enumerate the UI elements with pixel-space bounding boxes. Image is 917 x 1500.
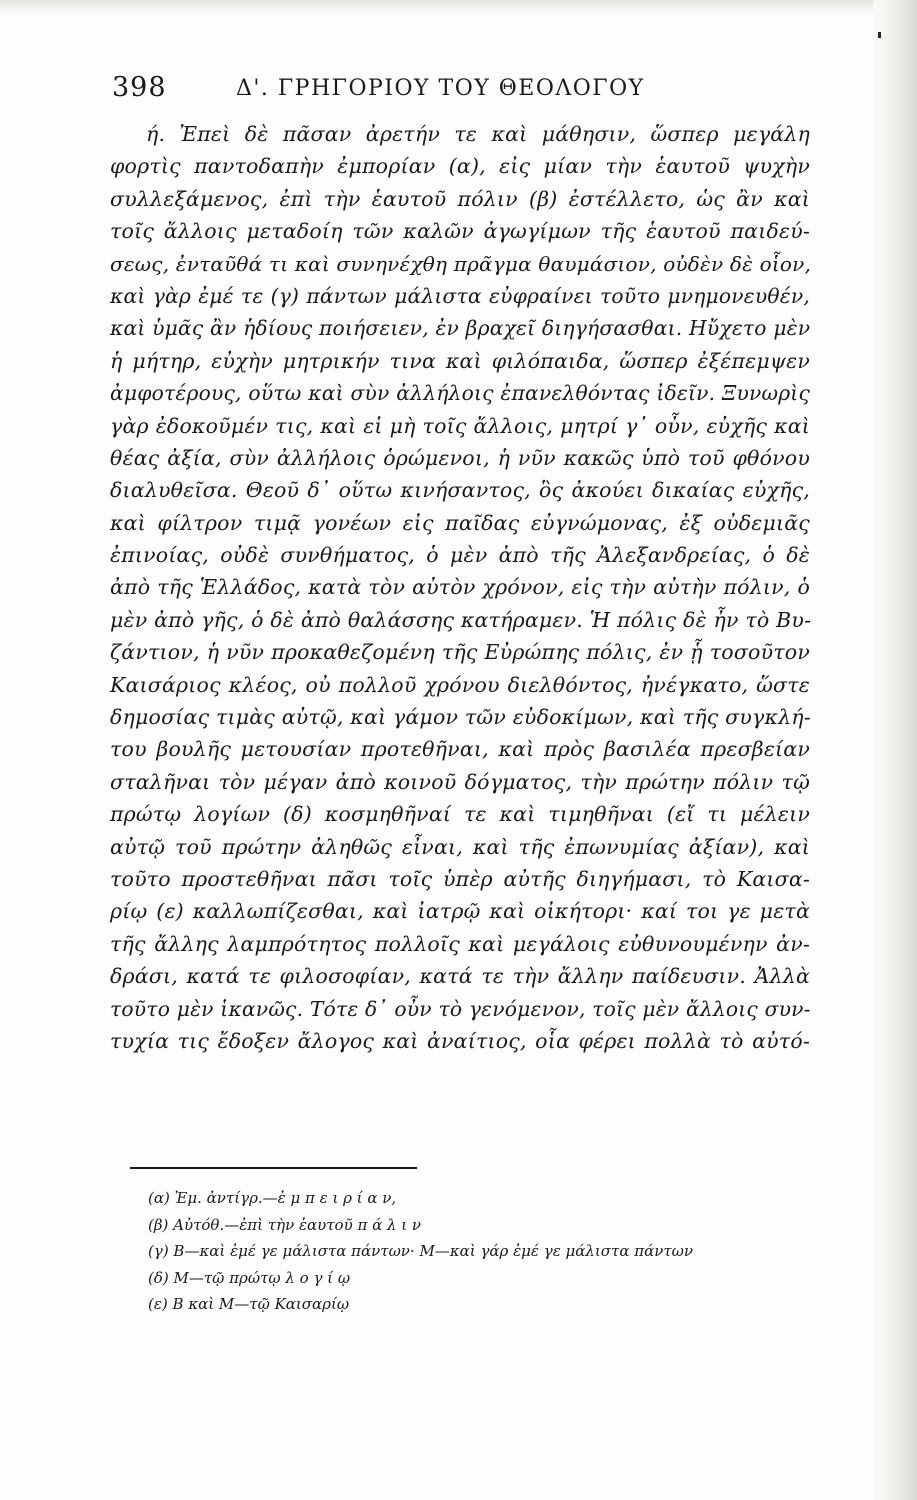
main-text [110, 118, 810, 1057]
text-line: γὰρ ἐδοκοῦμέν τις, καὶ εἰ μὴ τοῖς ἄλλοις, μητρί γ᾽ οὖν, εὐχῆς καὶ [110, 413, 810, 438]
footnote-divider [130, 1167, 417, 1169]
text-line: ἐπινοίας, οὐδὲ συνθήματος, ὁ μὲν ἀπὸ τῆς Ἀλεξανδρείας, ὁ δὲ [110, 543, 810, 568]
text-line: τοῖς ἄλλοις μεταδοίη τῶν καλῶν ἀγωγίμων τῆς ἑαυτοῦ παιδεύ- [110, 219, 810, 244]
text-line: τοῦτο μὲν ἱκανῶς. Τότε δ᾽ οὖν τὸ γενόμενον, τοῖς μὲν ἄλλοις συν- [110, 996, 811, 1021]
text-line: ή. Ἐπεὶ δὲ πᾶσαν ἀρετήν τε καὶ μάθησιν, ὥσπερ μεγάλη [146, 122, 810, 146]
text-line: ἀπὸ τῆς Ἑλλάδος, κατὰ τὸν αὐτὸν χρόνον, εἰς τὴν αὐτὴν πόλιν, ὁ [110, 575, 810, 600]
text-line: καὶ γὰρ ἐμέ τε (γ) πάντων μάλιστα εὐφραίνει τοῦτο μνημονευθέν, [110, 283, 810, 308]
text-line: αὐτῷ τοῦ πρώτην ἀληθῶς εἶναι, καὶ τῆς ἐπωνυμίας ἀξίαν), καὶ [110, 834, 810, 859]
running-title: Δ'. ΓΡΗΓΟΡΙΟΥ ΤΟΥ ΘΕΟΛΟΓΟΥ [236, 76, 645, 101]
text-line: ἡ μήτηρ, εὐχὴν μητρικήν τινα καὶ φιλόπαιδα, ὥσπερ ἐξέπεμψεν [110, 348, 810, 373]
text-line: ζάντιον, ἡ νῦν προκαθεζομένη τῆς Εὐρώπης πόλις, ἐν ᾗ τοσοῦτον [110, 640, 810, 665]
text-line: θέας ἀξία, σὺν ἀλλήλοις ὁρώμενοι, ἡ νῦν κακῶς ὑπὸ τοῦ φθόνου [110, 445, 810, 470]
text-line: ἀμφοτέρους, οὕτω καὶ σὺν ἀλλήλοις ἐπανελθόντας ἰδεῖν. Ξυνωρὶς [110, 381, 810, 406]
scan-mark [878, 32, 881, 38]
text-line: δημοσίας τιμὰς αὐτῷ, καὶ γάμον τῶν εὐδοκίμων, καὶ τῆς συγκλή- [110, 705, 811, 730]
text-line: του βουλῆς μετουσίαν προτεθῆναι, καὶ πρὸς βασιλέα πρεσβείαν [110, 737, 810, 762]
text-line: συλλεξάμενος, ἐπὶ τὴν ἑαυτοῦ πόλιν (β) ἐστέλλετο, ὡς ἂν καὶ [110, 186, 810, 211]
footnote: (γ) Β—καὶ ἐμέ γε μάλιστα πάντων· Μ—καὶ γάρ ἐμέ γε μάλιστα πάντων [148, 1242, 693, 1260]
page-number: 398 [112, 72, 167, 103]
text-line: καὶ ὑμᾶς ἂν ἡδίους ποιήσειεν, ἐν βραχεῖ διηγήσασθαι. Ηὔχετο μὲν [110, 316, 811, 341]
text-line: τυχία τις ἔδοξεν ἄλογος καὶ ἀναίτιος, οἷα φέρει πολλὰ τὸ αὐτό- [110, 1028, 810, 1053]
text-line: σεως, ἐνταῦθά τι καὶ συνηνέχθη πρᾶγμα θαυμάσιον, οὐδὲν δὲ οἷον, [110, 251, 812, 276]
text-line: δράσι, κατά τε φιλοσοφίαν, κατά τε τὴν ἄλλην παίδευσιν. Ἀλλὰ [110, 964, 810, 989]
text-line: ρίῳ (ε) καλλωπίζεσθαι, καὶ ἰατρῷ καὶ οἰκήτορι· καί τοι γε μετὰ [110, 899, 810, 924]
text-line: σταλῆναι τὸν μέγαν ἀπὸ κοινοῦ δόγματος, τὴν πρώτην πόλιν τῷ [110, 769, 810, 794]
text-line: πρώτῳ λογίων (δ) κοσμηθῆναί τε καὶ τιμηθῆναι (εἴ τι μέλειν [110, 802, 810, 827]
text-line: διαλυθεῖσα. Θεοῦ δ᾽ οὕτω κινήσαντος, ὃς ἀκούει δικαίας εὐχῆς, [110, 478, 810, 503]
text-line: φορτὶς παντοδαπὴν ἐμπορίαν (α), εἰς μίαν τὴν ἑαυτοῦ ψυχὴν [110, 154, 810, 179]
text-line: τῆς ἄλλης λαμπρότητος πολλοῖς καὶ μεγάλοις εὐθυνουμένην ἀν- [110, 931, 810, 956]
text-line: καὶ φίλτρον τιμᾷ γονέων εἰς παῖδας εὐγνώμονας, ἐξ οὐδεμιᾶς [110, 510, 810, 535]
page-header [112, 72, 712, 112]
footnote: (ε) Β καὶ Μ—τῷ Καισαρίῳ [148, 1295, 350, 1313]
footnote: (α) Ἐμ. ἀντίγρ.—ἐ μ π ε ι ρ ί α ν, [148, 1189, 397, 1207]
text-line: τοῦτο προστεθῆναι πᾶσι τοῖς ὑπὲρ αὐτῆς διηγήμασι, τὸ Καισα- [110, 866, 810, 891]
footnotes [148, 1185, 788, 1318]
scan-top-edge [0, 0, 917, 14]
scan-right-edge [873, 0, 917, 1500]
text-line: μὲν ἀπὸ γῆς, ὁ δὲ ἀπὸ θαλάσσης κατήραμεν. Ἡ πόλις δὲ ἦν τὸ Βυ- [110, 607, 812, 632]
text-line: Καισάριος κλέος, οὐ πολλοῦ χρόνου διελθόντος, ἠνέγκατο, ὥστε [110, 672, 810, 697]
footnote: (δ) Μ—τῷ πρώτῳ λ ο γ ί ῳ [148, 1268, 351, 1287]
footnote: (β) Αὐτόθ.—ἐπὶ τὴν ἑαυτοῦ π ά λ ι ν [148, 1215, 422, 1234]
